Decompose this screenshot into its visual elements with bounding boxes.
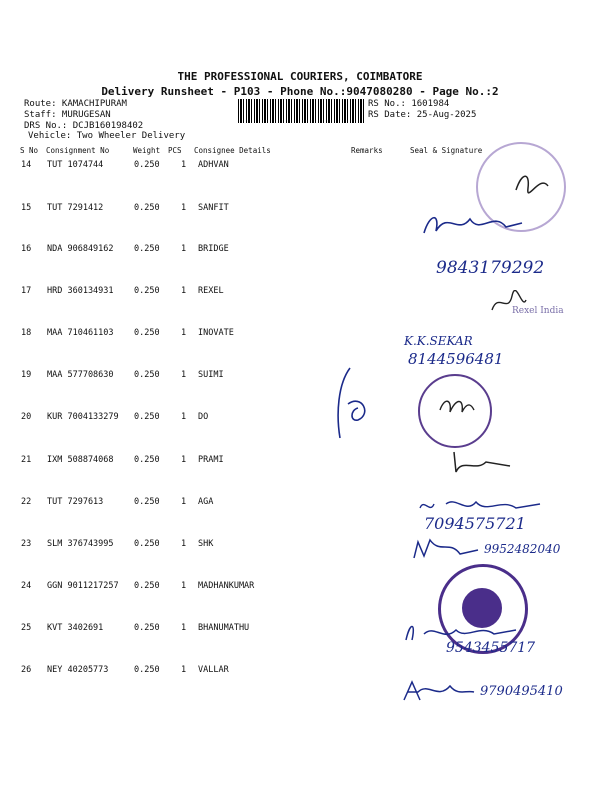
row-consignee: PRAMI [198, 455, 224, 465]
row-consignee: BHANUMATHU [198, 623, 250, 633]
handwritten-phone: 9843179292 [436, 258, 545, 278]
handwritten-name: K.K.SEKAR [404, 334, 473, 348]
route-text: Route: KAMACHIPURAM [24, 99, 127, 109]
row-sno: 14 [21, 160, 32, 170]
row-pcs: 1 [181, 370, 187, 380]
row-weight: 0.250 [134, 160, 160, 170]
table-row [0, 412, 600, 428]
table-row [0, 370, 600, 386]
handwritten-signature [418, 205, 528, 245]
column-header-pcs: PCS [168, 146, 182, 155]
handwritten-phone: 9543455717 [446, 640, 536, 656]
row-pcs: 1 [181, 581, 187, 591]
row-consignment: IXM 508874068 [47, 455, 114, 465]
barcode [238, 99, 364, 123]
row-weight: 0.250 [134, 412, 160, 422]
runsheet-title: Delivery Runsheet - P103 - Phone No.:9047080280 - Page No.:2 [101, 85, 499, 98]
row-sno: 16 [21, 244, 32, 254]
column-header-sno: S No [20, 146, 39, 155]
row-consignment: NDA 906849162 [47, 244, 114, 254]
row-pcs: 1 [181, 539, 187, 549]
handwritten-phone: 9952482040 [484, 542, 561, 556]
row-sno: 19 [21, 370, 32, 380]
row-pcs: 1 [181, 623, 187, 633]
row-sno: 20 [21, 412, 32, 422]
handwritten-signature [398, 678, 478, 704]
handwritten-phone: 8144596481 [408, 350, 504, 368]
column-header-consignee: Consignee Details [194, 146, 271, 155]
row-consignment: TUT 1074744 [47, 160, 104, 170]
row-sno: 24 [21, 581, 32, 591]
handwritten-signature [446, 448, 516, 478]
row-pcs: 1 [181, 455, 187, 465]
drs-number: DRS No.: DCJB160198402 [24, 121, 144, 131]
row-weight: 0.250 [134, 539, 160, 549]
row-sno: 25 [21, 623, 32, 633]
row-consignment: TUT 7297613 [47, 497, 104, 507]
row-consignee: DO [198, 412, 209, 422]
rs-date: RS Date: 25-Aug-2025 [368, 110, 477, 120]
row-pcs: 1 [181, 412, 187, 422]
handwritten-signature [328, 364, 378, 444]
row-consignee: MADHANKUMAR [198, 581, 255, 591]
row-sno: 23 [21, 539, 32, 549]
staff-text: Staff: MURUGESAN [24, 110, 111, 120]
row-sno: 15 [21, 203, 32, 213]
company-stamp: Rexel India [512, 306, 564, 316]
row-weight: 0.250 [134, 623, 160, 633]
handwritten-phone: 9790495410 [480, 684, 563, 699]
row-consignee: SHK [198, 539, 214, 549]
table-row [0, 665, 600, 681]
row-sno: 17 [21, 286, 32, 296]
company-title: THE PROFESSIONAL COURIERS, COIMBATORE [177, 70, 423, 83]
column-header-consignment: Consignment No [46, 146, 110, 155]
row-weight: 0.250 [134, 286, 160, 296]
row-consignee: VALLAR [198, 665, 229, 675]
handwritten-signature [488, 290, 528, 316]
row-pcs: 1 [181, 328, 187, 338]
row-weight: 0.250 [134, 203, 160, 213]
row-pcs: 1 [181, 286, 187, 296]
row-consignee: SANFIT [198, 203, 229, 213]
row-pcs: 1 [181, 665, 187, 675]
row-consignee: INOVATE [198, 328, 234, 338]
row-consignment: KVT 3402691 [47, 623, 104, 633]
row-consignment: GGN 9011217257 [47, 581, 119, 591]
row-weight: 0.250 [134, 665, 160, 675]
row-weight: 0.250 [134, 244, 160, 254]
handwritten-signature [436, 396, 476, 418]
row-consignee: SUIMI [198, 370, 224, 380]
row-consignment: KUR 7004133279 [47, 412, 119, 422]
vehicle-text: Vehicle: Two Wheeler Delivery [28, 131, 186, 141]
row-weight: 0.250 [134, 455, 160, 465]
row-consignment: MAA 577708630 [47, 370, 114, 380]
rs-number: RS No.: 1601984 [368, 99, 450, 109]
row-pcs: 1 [181, 497, 187, 507]
table-row [0, 328, 600, 344]
column-header-remarks: Remarks [351, 146, 383, 155]
row-pcs: 1 [181, 244, 187, 254]
column-header-signature: Seal & Signature [410, 146, 483, 155]
row-weight: 0.250 [134, 370, 160, 380]
handwritten-signature [512, 168, 552, 198]
row-consignment: MAA 710461103 [47, 328, 114, 338]
row-consignment: HRD 360134931 [47, 286, 114, 296]
row-consignee: AGA [198, 497, 214, 507]
row-sno: 22 [21, 497, 32, 507]
row-consignee: ADHVAN [198, 160, 229, 170]
row-consignee: REXEL [198, 286, 224, 296]
handwritten-phone: 7094575721 [424, 514, 526, 533]
row-weight: 0.250 [134, 581, 160, 591]
row-pcs: 1 [181, 203, 187, 213]
row-consignment: SLM 376743995 [47, 539, 114, 549]
row-pcs: 1 [181, 160, 187, 170]
row-consignee: BRIDGE [198, 244, 229, 254]
row-sno: 18 [21, 328, 32, 338]
column-header-weight: Weight [133, 146, 161, 155]
row-sno: 26 [21, 665, 32, 675]
handwritten-signature [410, 536, 482, 562]
row-consignment: NEY 40205773 [47, 665, 109, 675]
row-weight: 0.250 [134, 328, 160, 338]
row-consignment: TUT 7291412 [47, 203, 104, 213]
row-sno: 21 [21, 455, 32, 465]
row-weight: 0.250 [134, 497, 160, 507]
